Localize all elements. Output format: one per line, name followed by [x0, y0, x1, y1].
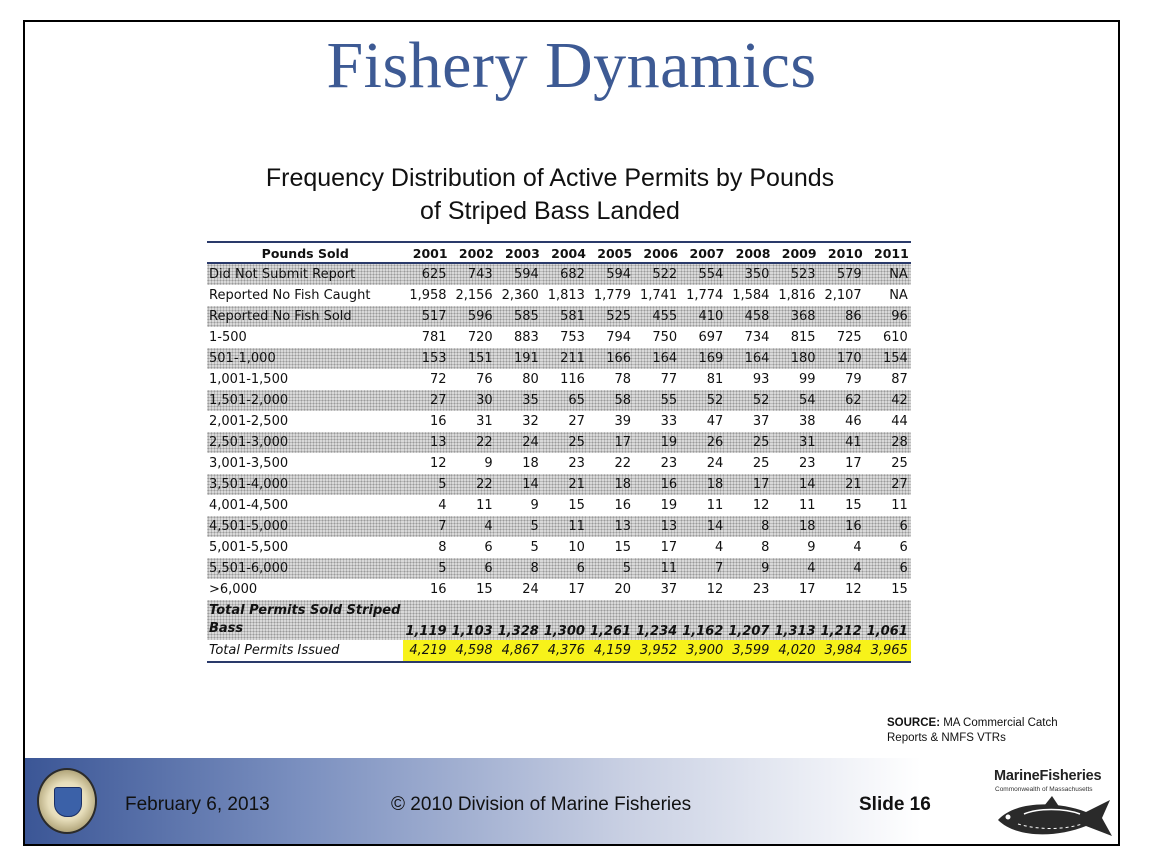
- table-cell: 6: [865, 558, 911, 579]
- table-cell: 625: [403, 263, 449, 285]
- footer-copyright: © 2010 Division of Marine Fisheries: [391, 794, 692, 815]
- table-cell: 4: [819, 558, 865, 579]
- total-issued-cell: 3,984: [819, 640, 865, 662]
- table-cell: 458: [726, 306, 772, 327]
- table-cell: 5: [403, 558, 449, 579]
- total-sold-cell: 1,061: [865, 600, 911, 640]
- table-cell: 25: [891, 456, 908, 471]
- table-row: [207, 516, 911, 537]
- table-row: [207, 306, 911, 327]
- table-row: [207, 432, 911, 453]
- table-row: [207, 263, 911, 285]
- table-cell: 9: [807, 540, 816, 555]
- table-cell: 55: [634, 390, 680, 411]
- table-cell: 23: [752, 582, 770, 597]
- table-cell: 18: [588, 474, 634, 495]
- table-cell: 11: [891, 498, 908, 513]
- total-sold-label-line-1: Total Permits Sold Striped: [209, 603, 401, 618]
- header-year-2007: 2007: [680, 242, 726, 263]
- total-issued-cell: 4,598: [450, 640, 496, 662]
- total-sold-cell: 1,162: [680, 600, 726, 640]
- table-row: [207, 474, 911, 495]
- footer-date: February 6, 2013: [125, 794, 270, 815]
- table-cell: 166: [588, 348, 634, 369]
- header-year-2010: 2010: [819, 242, 865, 263]
- table-cell: 12: [845, 582, 862, 597]
- table-cell: 12: [752, 498, 770, 513]
- table-cell: 11: [634, 558, 680, 579]
- table-cell: 33: [660, 414, 678, 429]
- table-cell: 19: [660, 498, 678, 513]
- table-cell: 17: [799, 582, 816, 597]
- footer-bar: [25, 758, 1118, 846]
- table-cell: 579: [819, 263, 865, 285]
- row-label: 5,501-6,000: [207, 558, 403, 579]
- table-cell: 54: [772, 390, 818, 411]
- table-cell: 180: [772, 348, 818, 369]
- table-cell: 4: [772, 558, 818, 579]
- table-cell: 1,774: [686, 288, 724, 303]
- table-cell: 554: [680, 263, 726, 285]
- table-cell: 25: [752, 456, 770, 471]
- table-cell: 8: [438, 540, 447, 555]
- table-cell: 6: [542, 558, 588, 579]
- total-sold-label: [207, 600, 403, 640]
- total-issued-cell: 4,219: [403, 640, 449, 662]
- table-cell: 6: [484, 540, 493, 555]
- table-cell: 1,816: [778, 288, 816, 303]
- table-cell: 151: [450, 348, 496, 369]
- header-year-2011: 2011: [865, 242, 911, 263]
- table-cell: 35: [496, 390, 542, 411]
- table-cell: 350: [726, 263, 772, 285]
- table-cell: 9: [484, 456, 493, 471]
- row-label: 1,501-2,000: [207, 390, 403, 411]
- frequency-table: [207, 241, 911, 663]
- header-year-2001: 2001: [403, 242, 449, 263]
- table-cell: 28: [865, 432, 911, 453]
- total-issued-cell: 3,952: [634, 640, 680, 662]
- table-cell: 211: [542, 348, 588, 369]
- total-issued-cell: 3,965: [865, 640, 911, 662]
- table-cell: 47: [706, 414, 724, 429]
- total-sold-cell: 1,103: [450, 600, 496, 640]
- table-cell: 22: [614, 456, 632, 471]
- table-cell: 62: [819, 390, 865, 411]
- table-cell: 86: [819, 306, 865, 327]
- table-cell: 17: [568, 582, 585, 597]
- row-label: Reported No Fish Caught: [209, 288, 371, 303]
- table-cell: 23: [799, 456, 816, 471]
- total-issued-cell: 4,159: [588, 640, 634, 662]
- row-label: 5,001-5,500: [209, 540, 289, 555]
- total-sold-label-line-2: Bass: [209, 621, 244, 636]
- table-row: [207, 579, 911, 600]
- table-cell: 154: [865, 348, 911, 369]
- table-cell: 525: [588, 306, 634, 327]
- row-label: 2,001-2,500: [209, 414, 289, 429]
- table-cell: 76: [476, 372, 493, 387]
- table-cell: NA: [889, 288, 908, 303]
- total-sold-cell: 1,328: [496, 600, 542, 640]
- table-cell: 2,156: [455, 288, 493, 303]
- table-cell: 19: [634, 432, 680, 453]
- table-cell: 5: [496, 516, 542, 537]
- total-issued-cell: 4,020: [772, 640, 818, 662]
- table-cell: 78: [614, 372, 632, 387]
- table-cell: 682: [542, 263, 588, 285]
- table-cell: 14: [496, 474, 542, 495]
- row-label: 4,501-5,000: [207, 516, 403, 537]
- table-cell: 24: [522, 582, 539, 597]
- table-cell: 522: [634, 263, 680, 285]
- table-cell: 6: [899, 540, 908, 555]
- table-row: [207, 285, 911, 306]
- table-row: [207, 348, 911, 369]
- table-cell: 77: [660, 372, 678, 387]
- table-cell: 27: [403, 390, 449, 411]
- table-cell: 169: [680, 348, 726, 369]
- total-issued-cell: 3,900: [680, 640, 726, 662]
- table-row: [207, 558, 911, 579]
- table-cell: 164: [634, 348, 680, 369]
- table-cell: 1,958: [409, 288, 447, 303]
- table-cell: 116: [560, 372, 585, 387]
- table-cell: 7: [403, 516, 449, 537]
- table-cell: 170: [819, 348, 865, 369]
- table-cell: 17: [726, 474, 772, 495]
- table-cell: 743: [450, 263, 496, 285]
- table-cell: 26: [680, 432, 726, 453]
- row-label: 4,001-4,500: [209, 498, 289, 513]
- table-cell: 4: [450, 516, 496, 537]
- table-body: [207, 263, 911, 662]
- table-cell: 22: [450, 432, 496, 453]
- table-cell: 22: [450, 474, 496, 495]
- table-cell: 13: [588, 516, 634, 537]
- row-label: 3,001-3,500: [209, 456, 289, 471]
- row-label: 2,501-3,000: [207, 432, 403, 453]
- table-cell: 18: [680, 474, 726, 495]
- logo-name: MarineFisheries: [994, 768, 1102, 784]
- table-cell: 15: [614, 540, 632, 555]
- table-cell: 46: [845, 414, 862, 429]
- table-cell: 4: [853, 540, 862, 555]
- table-cell: 44: [891, 414, 908, 429]
- table-cell: 725: [836, 330, 862, 345]
- fish-icon: [994, 794, 1116, 842]
- table-cell: 25: [726, 432, 772, 453]
- table-row: [207, 411, 911, 432]
- table-row: [207, 327, 911, 348]
- table-cell: 24: [496, 432, 542, 453]
- table-cell: NA: [865, 263, 911, 285]
- total-sold-cell: 1,212: [819, 600, 865, 640]
- table-cell: 42: [865, 390, 911, 411]
- table-cell: 96: [865, 306, 911, 327]
- table-cell: 13: [634, 516, 680, 537]
- table-cell: 5: [403, 474, 449, 495]
- table-cell: 1,813: [547, 288, 585, 303]
- total-issued-label: Total Permits Issued: [207, 640, 403, 662]
- table-cell: 17: [845, 456, 862, 471]
- header-year-2005: 2005: [588, 242, 634, 263]
- table-cell: 581: [542, 306, 588, 327]
- table-cell: 1,741: [639, 288, 678, 303]
- table-cell: 41: [819, 432, 865, 453]
- row-label: 3,501-4,000: [207, 474, 403, 495]
- table-cell: 16: [430, 582, 447, 597]
- header-year-2009: 2009: [772, 242, 818, 263]
- source-line-2: Reports & NMFS VTRs: [887, 732, 1006, 744]
- table-cell: 16: [819, 516, 865, 537]
- table-cell: 14: [680, 516, 726, 537]
- table-cell: 697: [698, 330, 724, 345]
- row-label: Reported No Fish Sold: [207, 306, 403, 327]
- total-sold-cell: 1,119: [403, 600, 449, 640]
- table-cell: 27: [568, 414, 585, 429]
- total-sold-cell: 1,261: [588, 600, 634, 640]
- table-cell: 24: [706, 456, 724, 471]
- table-cell: 12: [706, 582, 724, 597]
- table-cell: 58: [588, 390, 634, 411]
- table-cell: 15: [891, 582, 908, 597]
- table-cell: 15: [568, 498, 585, 513]
- table-cell: 72: [430, 372, 447, 387]
- table-cell: 31: [772, 432, 818, 453]
- table-cell: 30: [450, 390, 496, 411]
- table-cell: 9: [726, 558, 772, 579]
- table-cell: 17: [660, 540, 678, 555]
- table-cell: 815: [790, 330, 816, 345]
- table-cell: 79: [845, 372, 862, 387]
- table-cell: 37: [660, 582, 678, 597]
- logo-subtitle: Commonwealth of Massachusetts: [995, 786, 1093, 793]
- table-cell: 753: [560, 330, 585, 345]
- table-cell: 16: [634, 474, 680, 495]
- table-row: [207, 495, 911, 516]
- table-cell: 16: [430, 414, 447, 429]
- table-cell: 8: [496, 558, 542, 579]
- table-cell: 11: [542, 516, 588, 537]
- table-row: [207, 369, 911, 390]
- table-cell: 164: [726, 348, 772, 369]
- subtitle-line-1: Frequency Distribution of Active Permits by Pounds: [265, 164, 835, 192]
- table-cell: 39: [614, 414, 632, 429]
- table-cell: 20: [614, 582, 632, 597]
- marine-fisheries-logo: [990, 764, 1120, 844]
- total-sold-cell: 1,207: [726, 600, 772, 640]
- table-cell: 720: [467, 330, 493, 345]
- table-cell: 23: [660, 456, 678, 471]
- table-cell: 794: [606, 330, 632, 345]
- table-row: [207, 537, 911, 558]
- table-cell: 8: [761, 540, 770, 555]
- table-cell: 16: [614, 498, 632, 513]
- table-cell: 18: [772, 516, 818, 537]
- table-cell: 8: [726, 516, 772, 537]
- slide-title: Fishery Dynamics: [326, 29, 817, 102]
- total-sold-cell: 1,234: [634, 600, 680, 640]
- row-label: >6,000: [209, 582, 258, 597]
- table-cell: 11: [706, 498, 724, 513]
- table-cell: 17: [588, 432, 634, 453]
- source-line-1: MA Commercial Catch: [940, 717, 1058, 729]
- total-sold-cell: 1,300: [542, 600, 588, 640]
- massachusetts-seal-icon: [37, 768, 97, 834]
- slide-number: Slide 16: [859, 794, 931, 815]
- table-cell: 14: [772, 474, 818, 495]
- table-cell: 81: [706, 372, 724, 387]
- table-cell: 80: [522, 372, 539, 387]
- table-cell: 585: [496, 306, 542, 327]
- table-row: [207, 390, 911, 411]
- source-prefix: SOURCE:: [887, 717, 941, 729]
- table-cell: 11: [476, 498, 493, 513]
- table-cell: 596: [450, 306, 496, 327]
- table-cell: 10: [568, 540, 585, 555]
- table-cell: 52: [680, 390, 726, 411]
- table-cell: 5: [530, 540, 539, 555]
- header-year-2006: 2006: [634, 242, 680, 263]
- header-year-2002: 2002: [450, 242, 496, 263]
- table-cell: 734: [744, 330, 770, 345]
- table-cell: 4: [715, 540, 724, 555]
- table-cell: 1,779: [593, 288, 632, 303]
- table-cell: 37: [752, 414, 770, 429]
- slide: [23, 20, 1120, 846]
- table-cell: 1,584: [732, 288, 770, 303]
- row-label: 1-500: [209, 330, 247, 345]
- table-cell: 9: [530, 498, 539, 513]
- table-cell: 15: [476, 582, 493, 597]
- subtitle-line-2: of Striped Bass Landed: [420, 197, 680, 225]
- total-issued-cell: 4,376: [542, 640, 588, 662]
- table-cell: 93: [752, 372, 770, 387]
- table-cell: 15: [845, 498, 862, 513]
- table-cell: 410: [680, 306, 726, 327]
- table-cell: 87: [891, 372, 908, 387]
- header-year-2004: 2004: [542, 242, 588, 263]
- header-pounds-sold: Pounds Sold: [207, 242, 403, 263]
- table-cell: 38: [799, 414, 816, 429]
- table-cell: 781: [421, 330, 447, 345]
- row-label: 501-1,000: [207, 348, 403, 369]
- total-issued-cell: 3,599: [726, 640, 772, 662]
- table-cell: 52: [726, 390, 772, 411]
- table-cell: 455: [634, 306, 680, 327]
- table-cell: 2,360: [501, 288, 539, 303]
- source-note: [887, 716, 1058, 746]
- row-label: 1,001-1,500: [209, 372, 289, 387]
- header-year-2003: 2003: [496, 242, 542, 263]
- table-cell: 5: [588, 558, 634, 579]
- total-issued-cell: 4,867: [496, 640, 542, 662]
- table-header-row: [207, 242, 911, 263]
- table-cell: 4: [438, 498, 447, 513]
- table-cell: 21: [819, 474, 865, 495]
- table-subtitle: [185, 162, 915, 228]
- table-cell: 594: [588, 263, 634, 285]
- table-cell: 883: [513, 330, 539, 345]
- table-cell: 523: [772, 263, 818, 285]
- table-cell: 25: [542, 432, 588, 453]
- table-cell: 18: [522, 456, 539, 471]
- header-year-2008: 2008: [726, 242, 772, 263]
- seal-shield-icon: [54, 787, 82, 817]
- table-cell: 99: [799, 372, 816, 387]
- table-row: [207, 453, 911, 474]
- table-cell: 65: [542, 390, 588, 411]
- total-permits-sold-row: [207, 600, 911, 640]
- table-cell: 594: [496, 263, 542, 285]
- table-cell: 153: [403, 348, 449, 369]
- table-cell: 610: [882, 330, 908, 345]
- total-permits-issued-row: [207, 640, 911, 662]
- table-cell: 12: [430, 456, 447, 471]
- row-label: Did Not Submit Report: [207, 263, 403, 285]
- table-cell: 7: [680, 558, 726, 579]
- table-cell: 6: [450, 558, 496, 579]
- table-cell: 21: [542, 474, 588, 495]
- table-cell: 11: [799, 498, 816, 513]
- table-cell: 191: [496, 348, 542, 369]
- table-cell: 27: [865, 474, 911, 495]
- table-cell: 31: [476, 414, 493, 429]
- table-cell: 2,107: [824, 288, 862, 303]
- table-cell: 368: [772, 306, 818, 327]
- table-cell: 13: [403, 432, 449, 453]
- table-cell: 6: [865, 516, 911, 537]
- table-cell: 32: [522, 414, 539, 429]
- total-sold-cell: 1,313: [772, 600, 818, 640]
- table-cell: 750: [652, 330, 678, 345]
- table-cell: 23: [568, 456, 585, 471]
- table-cell: 517: [403, 306, 449, 327]
